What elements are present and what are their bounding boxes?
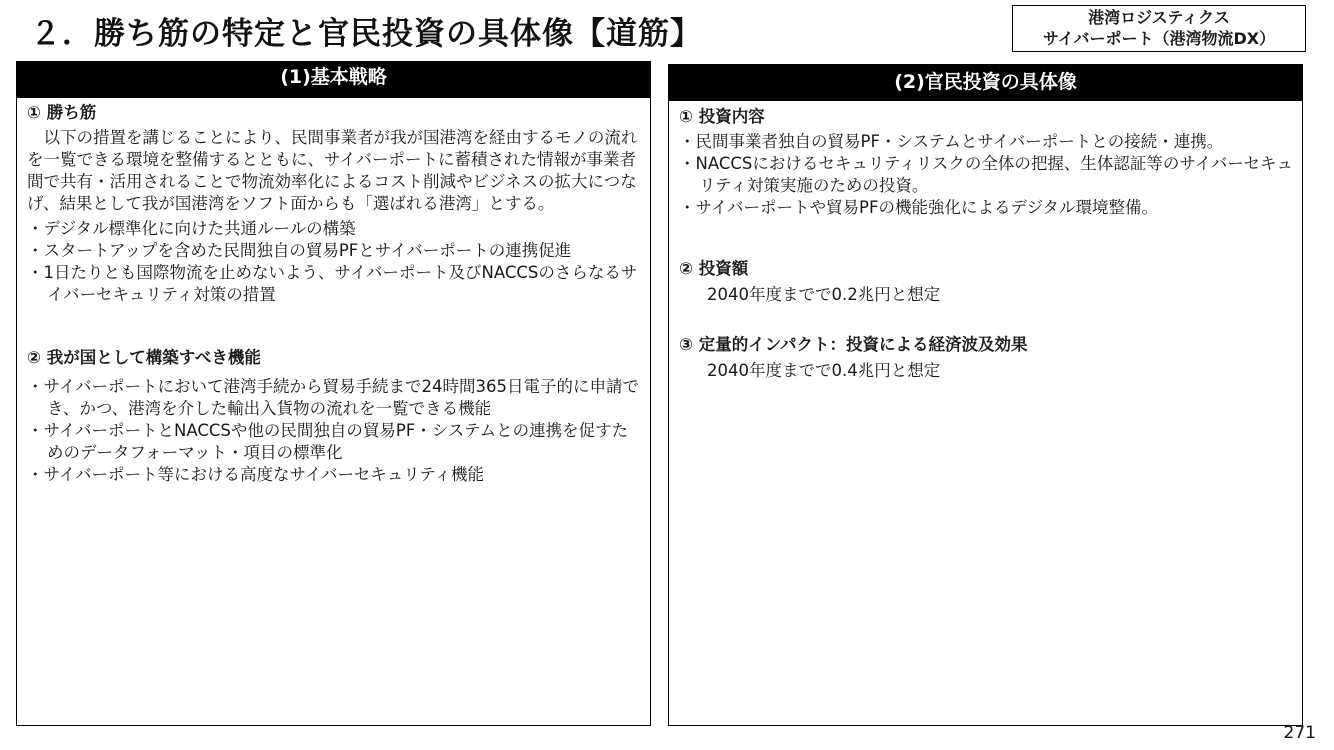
- investment-amount-value: 2040年度までで0.2兆円と想定: [707, 285, 941, 304]
- list-item: ・NACCSにおけるセキュリティリスクの全体の把握、生体認証等のサイバーセキュリティ対策実施のための投資。: [679, 154, 1294, 195]
- page-number: 271: [1283, 723, 1316, 743]
- list-item: ・1日たりとも国際物流を止めないよう、サイバーポート及びNACCSのさらなるサイバーセキュリティ対策の措置: [27, 263, 638, 304]
- list-item: ・サイバーポートにおいて港湾手続から貿易手続まで24時間365日電子的に申請でき、かつ、港湾を介した輸出入貨物の流れを一覧できる機能: [27, 377, 640, 418]
- list-item: ・デジタル標準化に向けた共通ルールの構築: [27, 219, 356, 238]
- required-functions-title: ② 我が国として構築すべき機能: [27, 348, 261, 367]
- page-title: ２．勝ち筋の特定と官民投資の具体像【道筋】: [30, 16, 702, 52]
- list-item: ・スタートアップを含めた民間独自の貿易PFとサイバーポートの連携促進: [27, 241, 572, 260]
- investment-content-title: ① 投資内容: [679, 107, 765, 126]
- investment-content-bullets: [679, 131, 1294, 219]
- basic-strategy-body: [17, 98, 650, 486]
- list-item: ・サイバーポートとNACCSや他の民間独自の貿易PF・システムとの連携を促すためのデータフォーマット・項目の標準化: [27, 421, 629, 462]
- winning-path-title: ① 勝ち筋: [27, 103, 97, 122]
- category-tag-line2: サイバーポート（港湾物流DX）: [1042, 29, 1276, 48]
- category-tag: [1012, 5, 1306, 52]
- basic-strategy-header: (1)基本戦略: [17, 62, 650, 98]
- required-functions-bullets: [27, 376, 642, 486]
- investment-header: (2)官民投資の具体像: [669, 65, 1302, 101]
- list-item: ・サイバーポートや貿易PFの機能強化によるデジタル環境整備。: [679, 198, 1158, 217]
- investment-body: [669, 101, 1302, 382]
- economic-impact-title: ③ 定量的インパクト：投資による経済波及効果: [679, 335, 1028, 354]
- investment-amount-title: ② 投資額: [679, 259, 749, 278]
- category-tag-line1: 港湾ロジスティクス: [1088, 8, 1230, 27]
- list-item: ・サイバーポート等における高度なサイバーセキュリティ機能: [27, 465, 485, 484]
- list-item: ・民間事業者独自の貿易PF・システムとサイバーポートとの接続・連携。: [679, 132, 1224, 151]
- economic-impact-value: 2040年度までで0.4兆円と想定: [707, 361, 941, 380]
- basic-strategy-panel: [16, 61, 651, 726]
- winning-path-paragraph: 以下の措置を講じることにより、民間事業者が我が国港湾を経由するモノの流れを一覧できる環境を整備するとともに、サイバーポートに蓄積された情報が事業者間で共有・活用されることで物流効率化によるコスト削減やビジネスの拡大につなげ、結果として我が国港湾をソフト面からも「選ばれる港湾」とする。: [27, 128, 638, 213]
- investment-panel: [668, 64, 1303, 726]
- winning-path-bullets: [27, 218, 642, 306]
